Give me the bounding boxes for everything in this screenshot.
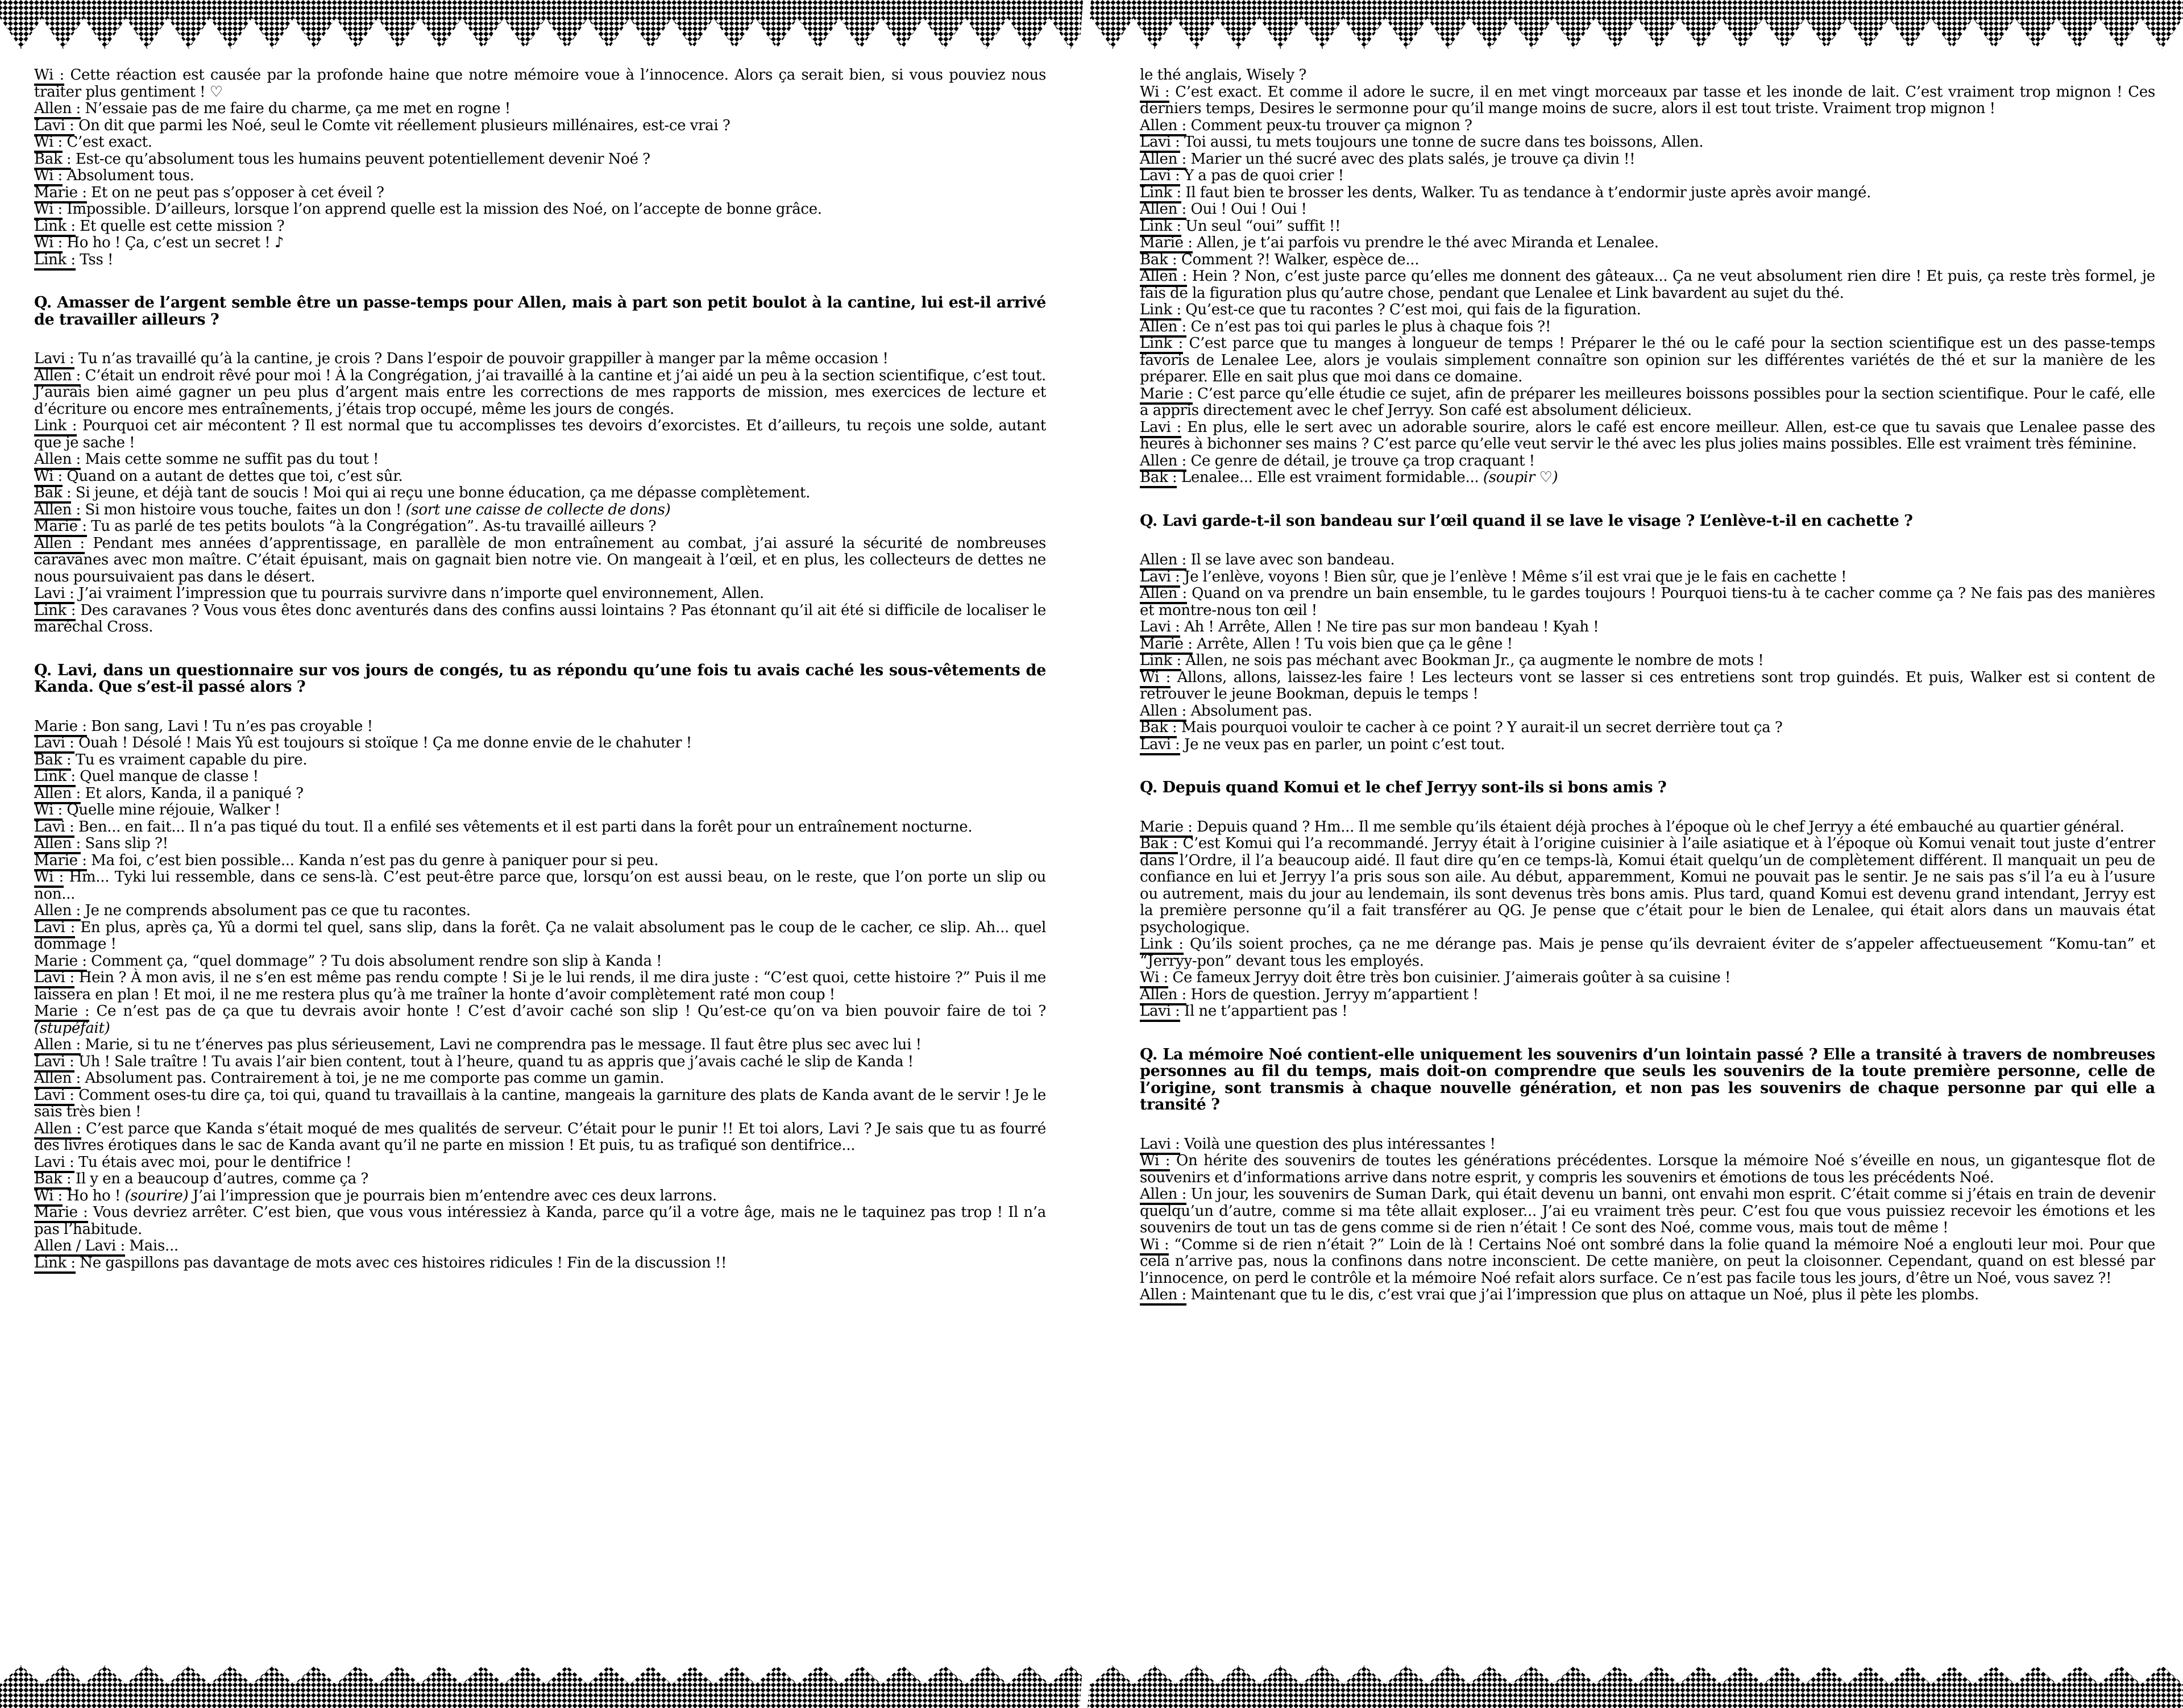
dialogue-line: Lavi : Tu n’as travaillé qu’à la cantine, je crois ? Dans l’espoir de pouvoir grappiller à manger par la même occasion ! xyxy=(34,351,1046,368)
speaker-name: Lavi : xyxy=(34,585,74,604)
dialogue-line: Link : Des caravanes ? Vous vous êtes donc aventurés dans des confins aussi lointains ? Pas étonnant qu’il ait été si difficile de localiser le maréchal Cross. xyxy=(34,601,1046,635)
dialogue-line: Lavi : Tu étais avec moi, pour le dentifrice ! xyxy=(34,1154,1046,1171)
speaker-name: Lavi : xyxy=(34,1087,74,1106)
speaker-name: Link : xyxy=(34,768,76,787)
speaker-name: Link : xyxy=(1140,936,1184,955)
dialogue-line: Wi : Ho ho ! (sourire) J’ai l’impression que je pourrais bien m’entendre avec ces deux larrons. xyxy=(34,1188,1046,1205)
dialogue-line: Marie : C’est parce qu’elle étudie ce sujet, afin de préparer les meilleures boissons possibles pour la section scientifique. Pour le café, elle a appris directement avec le chef Jerryy. Son café est absolument délicieux. xyxy=(1140,385,2155,419)
speaker-name: Allen : xyxy=(1140,703,1186,722)
speaker-name: Allen : xyxy=(1140,201,1186,220)
speaker-name: Lavi : xyxy=(1140,167,1180,186)
speaker-name: Bak : xyxy=(34,151,71,170)
dialogue-line: Bak : Si jeune, et déjà tant de soucis ! Moi qui ai reçu une bonne éducation, ça me dépasse complètement. xyxy=(34,485,1046,502)
dialogue-line: Lavi : En plus, elle le sert avec un adorable sourire, alors le café est encore meilleur. Allen, est-ce que tu savais que Lenalee passe des heures à bichonner ses mains ? C’est parce qu’elle veut servir le thé avec les plus jolies mains possibles. Elle est vraiment très féminine. xyxy=(1140,418,2156,452)
stage-direction: (sort une caisse de collecte de dons) xyxy=(405,501,671,518)
dialogue-line: Lavi : Y a pas de quoi crier ! xyxy=(1140,168,2155,185)
dialogue-line: Lavi : Voilà une question des plus intéressantes ! xyxy=(1140,1136,2155,1153)
dialogue-line: Lavi : En plus, après ça, Yû a dormi tel quel, sans slip, dans la forêt. Ça ne valait absolument pas le coup de le cacher, ce slip. Ah... quel dommage ! xyxy=(34,919,1046,953)
dialogue-line: Wi : Ce fameux Jerryy doit être très bon cuisinier. J’aimerais goûter à sa cuisine ! xyxy=(1140,970,2155,987)
dialogue-line: Link : Allen, ne sois pas méchant avec Bookman Jr., ça augmente le nombre de mots ! xyxy=(1140,653,2155,670)
dialogue-line: Lavi : Hein ? À mon avis, il ne s’en est même pas rendu compte ! Si je le lui rends, il me dira juste : “C’est quoi, cette histoire ?” Puis il me laissera en plan ! Et moi, il ne me restera plus qu’à me traîner la honte d’avoir complètement raté mon coup ! xyxy=(34,969,1047,1003)
dialogue-line: Bak : Lenalee... Elle est vraiment formidable... (soupir ♡) xyxy=(1140,469,2155,487)
dialogue-line: Allen : Il se lave avec son bandeau. xyxy=(1140,552,2155,569)
dialogue-line: Allen : Hein ? Non, c’est juste parce qu’elles me donnent des gâteaux... Ça ne veut absolument rien dire ! Et puis, ça reste très formel, je fais de la figuration plus qu’autre chose, pendant que Lenalee et Link bavardent au sujet du thé. xyxy=(1140,268,2156,302)
dialogue-line: Bak : Il y en a beaucoup d’autres, comme ça ? xyxy=(34,1171,1046,1188)
dialogue-line: Bak : C’est Komui qui l’a recommandé. Jerryy était à l’origine cuisinier à l’aile asiatique et à l’époque où Komui venait tout juste d’entrer dans l’Ordre, il l’a beaucoup aidé. Il faut dire qu’en ce temps-là, Komui était quelqu’un de complètement différent. Il manquait un peu de confiance en lui et Jerryy l’a pris sous son aile. Au début, apparemment, Komui ne pouvait pas le sentir. Je ne sais pas s’il l’a eu à l’usure ou autrement, mais du jour au lendemain, ils sont devenus très bons amis. Plus tard, quand Komui est devenu grand intendant, Jerryy est la première personne qu’il a fait transférer au QG. Je pense que c’était pour le bien de Lenalee, qui était alors dans un mauvais état psychologique. xyxy=(1140,835,2155,936)
dialogue-line: Marie : Allen, je t’ai parfois vu prendre le thé avec Miranda et Lenalee. xyxy=(1140,235,2155,252)
dialogue-line: Marie : Tu as parlé de tes petits boulots “à la Congrégation”. As-tu travaillé ailleurs ? xyxy=(34,518,1046,535)
dialogue-line: Allen : Hors de question. Jerryy m’appartient ! xyxy=(1140,987,2155,1004)
speaker-name: Wi : xyxy=(34,134,63,153)
speaker-name: Link : xyxy=(34,602,76,621)
dialogue-line: Wi : Quand on a autant de dettes que toi, c’est sûr. xyxy=(34,468,1046,485)
speaker-name: Lavi : xyxy=(34,1053,74,1073)
speaker-name: Allen : xyxy=(34,902,81,921)
speaker-name: Wi : xyxy=(1140,969,1168,988)
speaker-name: Lavi : xyxy=(1140,736,1180,755)
speaker-name: Link : xyxy=(1140,652,1181,671)
decorative-border-top xyxy=(0,0,2183,50)
speaker-name: Allen : xyxy=(34,367,81,387)
dialogue-line: Bak : Comment ?! Walker, espèce de... xyxy=(1140,252,2155,269)
dialogue-line: Marie : Comment ça, “quel dommage” ? Tu dois absolument rendre son slip à Kanda ! xyxy=(34,953,1046,970)
speaker-name: Allen : xyxy=(1140,452,1186,472)
dialogue-line: Wi : On hérite des souvenirs de toutes les générations précédentes. Lorsque la mémoire Noé s’éveille en nous, un gigantesque flot de souvenirs et d’informations arrive dans notre esprit, y compris les souvenirs et émotions de tous les précédents Noé. xyxy=(1140,1152,2155,1186)
dialogue-line: Allen : C’était un endroit rêvé pour moi ! À la Congrégation, j’ai travaillé à la cantine et j’ai aidé un peu à la section scientifique, c’est tout. J’aurais bien aimé gagner un peu plus d’argent mais entre les corrections de mes rapports de mission, mes exercices de lecture et d’écriture ou encore mes entraînements, j’étais trop occupé, même les jours de congés. xyxy=(34,367,1046,418)
speaker-name: Allen : xyxy=(34,501,81,521)
dialogue-line: Marie : Et on ne peut pas s’opposer à cet éveil ? xyxy=(34,185,1046,202)
speaker-name: Link : xyxy=(34,251,76,271)
dialogue-line: Lavi : Comment oses-tu dire ça, toi qui, quand tu travaillais à la cantine, mangeais la garniture des plats de Kanda avant de le servir ! Je le sais très bien ! xyxy=(34,1086,1047,1120)
dialogue-line: Marie : Bon sang, Lavi ! Tu n’es pas croyable ! xyxy=(34,718,1046,735)
speaker-name: Wi : xyxy=(34,801,63,821)
dialogue-line: Bak : Tu es vraiment capable du pire. xyxy=(34,752,1046,769)
speaker-name: Bak : xyxy=(1140,835,1178,854)
dialogue-line: Link : Il faut bien te brosser les dents, Walker. Tu as tendance à t’endormir juste après avoir mangé. xyxy=(1140,185,2155,202)
speaker-name: Wi : xyxy=(34,201,63,220)
speaker-name: Marie : xyxy=(1140,818,1193,838)
speaker-name: Wi : xyxy=(1140,669,1171,688)
speaker-name: Bak : xyxy=(1140,469,1177,488)
dialogue-line: Allen : C’est parce que Kanda s’était moqué de mes qualités de serveur. C’était pour le punir !! Et toi alors, Lavi ? Je sais que tu as fourré des livres érotiques dans le sac de Kanda avant qu’il ne parte en mission ! Et puis, tu as trafiqué son dentifrice... xyxy=(34,1120,1046,1154)
speaker-name: Marie : xyxy=(1140,635,1193,655)
question-heading: Q. La mémoire Noé contient-elle uniquement les souvenirs d’un lointain passé ? Elle a transité à travers de nombreuses personnes au fil du temps, mais doit-on comprendre que seuls les souvenirs de la toute première personne, celle de l’origine, sont transmis à chaque nouvelle génération, et non pas les souvenirs de chaque personne par qui elle a transité ? xyxy=(1140,1045,2155,1113)
speaker-name: Allen : xyxy=(1140,318,1186,338)
dialogue-line: Bak : Mais pourquoi vouloir te cacher à ce point ? Y aurait-il un secret derrière tout ça ? xyxy=(1140,720,2155,737)
speaker-name: Marie : xyxy=(34,184,87,203)
speaker-name: Link : xyxy=(1140,335,1183,354)
speaker-name: Bak : xyxy=(34,1170,71,1190)
speaker-name: Allen : xyxy=(1140,1186,1186,1205)
dialogue-line: Marie : Ma foi, c’est bien possible... Kanda n’est pas du genre à paniquer pour si peu. xyxy=(34,853,1046,870)
speaker-name: Bak : xyxy=(34,484,71,504)
dialogue-line: Link : Ne gaspillons pas davantage de mots avec ces histoires ridicules ! Fin de la discussion !! xyxy=(34,1255,1046,1272)
speaker-name: Allen : xyxy=(34,1120,81,1140)
speaker-name: Lavi : xyxy=(34,734,74,754)
speaker-name: Allen : xyxy=(1140,117,1186,136)
dialogue-line: Allen : Absolument pas. Contrairement à toi, je ne me comporte pas comme un gamin. xyxy=(34,1070,1046,1087)
speaker-name: Allen : xyxy=(1140,986,1186,1005)
speaker-name: Allen : xyxy=(34,100,81,119)
speaker-name: Marie : xyxy=(34,953,87,972)
dialogue-line: Link : Tss ! xyxy=(34,252,1046,269)
dialogue-line: Wi : C’est exact. xyxy=(34,134,1046,151)
speaker-name: Allen / Lavi : xyxy=(34,1237,125,1257)
speaker-name: Lavi : xyxy=(34,1154,74,1173)
dialogue-line: Wi : Allons, allons, laissez-les faire ! Les lecteurs vont se lasser si ces entretiens sont trop guindés. Et puis, Walker est si content de retrouver le jeune Bookman, depuis le temps ! xyxy=(1140,668,2155,703)
dialogue-line: Allen : Sans slip ?! xyxy=(34,836,1046,853)
dialogue-line: Allen : Oui ! Oui ! Oui ! xyxy=(1140,201,2155,218)
dialogue-line: Allen : Ce n’est pas toi qui parles le plus à chaque fois ?! xyxy=(1140,319,2155,336)
dialogue-line: Allen : Ce genre de détail, je trouve ça trop craquant ! xyxy=(1140,453,2155,470)
speaker-name: Allen : xyxy=(1140,1286,1186,1306)
speaker-name: Wi : xyxy=(1140,1236,1169,1256)
speaker-name: Lavi : xyxy=(34,818,74,838)
dialogue-line: Link : Pourquoi cet air mécontent ? Il est normal que tu accomplisses tes devoirs d’exorcistes. Et d’ailleurs, tu reçois une solde, autant que je sache ! xyxy=(34,417,1046,451)
speaker-name: Allen : xyxy=(34,535,85,554)
dialogue-line: Marie : Ce n’est pas de ça que tu devrais avoir honte ! C’est d’avoir caché son slip ! Qu’est-ce qu’on va bien pouvoir faire de toi ? (stupéfait) xyxy=(34,1003,1046,1037)
speaker-name: Wi : xyxy=(1140,84,1169,103)
speaker-name: Wi : xyxy=(34,1187,63,1207)
dialogue-line: Allen : N’essaie pas de me faire du charme, ça me met en rogne ! xyxy=(34,101,1046,118)
speaker-name: Lavi : xyxy=(34,350,74,369)
dialogue-line: Link : Quel manque de classe ! xyxy=(34,768,1046,786)
speaker-name: Wi : xyxy=(34,234,63,254)
dialogue-line: Marie : Arrête, Allen ! Tu vois bien que ça le gêne ! xyxy=(1140,636,2155,653)
speaker-name: Marie : xyxy=(34,1204,88,1223)
speaker-name: Lavi : xyxy=(1140,618,1180,638)
speaker-name: Allen : xyxy=(1140,268,1187,287)
dialogue-line: Wi : Impossible. D’ailleurs, lorsque l’on apprend quelle est la mission des Noé, on l’accepte de bonne grâce. xyxy=(34,201,1046,218)
dialogue-line: Lavi : Je ne veux pas en parler, un point c’est tout. xyxy=(1140,737,2155,754)
dialogue-line: Wi : Ho ho ! Ça, c’est un secret ! ♪ xyxy=(34,235,1046,252)
speaker-name: Bak : xyxy=(1140,251,1177,271)
speaker-name: Link : xyxy=(34,218,76,237)
speaker-name: Wi : xyxy=(34,868,64,888)
page-left-column xyxy=(34,67,1046,1271)
dialogue-line: Wi : C’est exact. Et comme il adore le sucre, il en met vingt morceaux par tasse et les inonde de lait. C’est vraiment trop mignon ! Ces derniers temps, Desires le sermonne pour qu’il mange moins de sucre, alors il est tout triste. Vraiment trop mignon ! xyxy=(1140,83,2155,117)
dialogue-line: Allen : Marie, si tu ne t’énerves pas plus sérieusement, Lavi ne comprendra pas le message. Il faut être plus sec avec lui ! xyxy=(34,1037,1046,1054)
speaker-name: Allen : xyxy=(34,1070,81,1089)
speaker-name: Allen : xyxy=(34,1036,81,1055)
speaker-name: Lavi : xyxy=(1140,1003,1180,1022)
speaker-name: Link : xyxy=(1140,301,1181,321)
speaker-name: Link : xyxy=(1140,218,1181,237)
speaker-name: Marie : xyxy=(34,852,87,871)
speaker-name: Lavi : xyxy=(1140,134,1180,153)
dialogue-line: Lavi : Il ne t’appartient pas ! xyxy=(1140,1003,2155,1020)
dialogue-line: Lavi : Ouah ! Désolé ! Mais Yû est toujours si stoïque ! Ça me donne envie de le chahuter ! xyxy=(34,735,1046,752)
dialogue-line: Lavi : Je l’enlève, voyons ! Bien sûr, que je l’enlève ! Même s’il est vrai que je le fais en cachette ! xyxy=(1140,569,2155,586)
dialogue-line: Allen : Pendant mes années d’apprentissage, en parallèle de mon entraînement au combat, j’ai assuré la sécurité de nombreuses caravanes avec mon maître. C’était épuisant, mais on gagnait bien notre vie. On mangeait à l’œil, et en plus, les collecteurs de dettes ne nous poursuivaient pas dans le désert. xyxy=(34,534,1047,585)
stage-direction: (stupéfait) xyxy=(34,1019,110,1037)
speaker-name: Wi : xyxy=(1140,1152,1170,1171)
speaker-name: Bak : xyxy=(34,751,71,771)
dialogue-line: Link : Un seul “oui” suffit !! xyxy=(1140,218,2155,235)
speaker-name: Marie : xyxy=(1140,234,1193,254)
speaker-name: Wi : xyxy=(34,167,63,186)
dialogue-line: Allen : Et alors, Kanda, il a paniqué ? xyxy=(34,786,1046,803)
speaker-name: Allen : xyxy=(1140,151,1186,170)
dialogue-line: Wi : Hm... Tyki lui ressemble, dans ce sens-là. C’est peut-être parce que, lorsqu’on est aussi beau, on le reste, que l’on porte un slip ou non... xyxy=(34,868,1047,903)
speaker-name: Link : xyxy=(34,1254,76,1274)
dialogue-line: Allen : Absolument pas. xyxy=(1140,703,2155,720)
dialogue-line: Link : Et quelle est cette mission ? xyxy=(34,218,1046,235)
continuation-line: le thé anglais, Wisely ? xyxy=(1140,67,1307,84)
question-heading: Q. Lavi, dans un questionnaire sur vos jours de congés, tu as répondu qu’une fois tu avais caché les sous-vêtements de Kanda. Que s’est-il passé alors ? xyxy=(34,661,1046,696)
speaker-name: Lavi : xyxy=(1140,568,1180,588)
stage-direction: (soupir ♡) xyxy=(1483,469,1558,486)
speaker-name: Marie : xyxy=(34,718,87,737)
dialogue-line: Lavi : On dit que parmi les Noé, seul le Comte vit réellement plusieurs millénaires, est-ce vrai ? xyxy=(34,118,1046,135)
dialogue-line: Marie : Depuis quand ? Hm... Il me semble qu’ils étaient déjà proches à l’époque où le chef Jerryy a été embauché au quartier général. xyxy=(1140,819,2155,836)
stage-direction: (sourire) xyxy=(124,1187,189,1204)
dialogue-line: Allen : Quand on va prendre un bain ensemble, tu le gardes toujours ! Pourquoi tiens-tu à te cacher comme ça ? Ne fais pas des manières et montre-nous ton œil ! xyxy=(1140,585,2156,619)
question-heading: Q. Lavi garde-t-il son bandeau sur l’œil quand il se lave le visage ? L’enlève-t-il en cachette ? xyxy=(1140,512,1913,530)
speaker-name: Lavi : xyxy=(1140,1136,1180,1155)
dialogue-line: Link : Qu’est-ce que tu racontes ? C’est moi, qui fais de la figuration. xyxy=(1140,302,2155,319)
dialogue-line: Link : C’est parce que tu manges à longueur de temps ! Préparer le thé ou le café pour la section scientifique est un des passe-temps favoris de Lenalee Lee, alors je voulais simplement connaître son opinion sur les différentes variétés de thé et sur la manière de les préparer. Elle en sait plus que moi dans ce domaine. xyxy=(1140,335,2156,385)
dialogue-line: Bak : Est-ce qu’absolument tous les humains peuvent potentiellement devenir Noé ? xyxy=(34,151,1046,168)
speaker-name: Lavi : xyxy=(34,117,74,136)
speaker-name: Allen : xyxy=(1140,551,1186,571)
speaker-name: Wi : xyxy=(34,67,64,86)
speaker-name: Lavi : xyxy=(1140,419,1181,438)
dialogue-line: Lavi : Ah ! Arrête, Allen ! Ne tire pas sur mon bandeau ! Kyah ! xyxy=(1140,619,2155,636)
dialogue-line: Allen : Je ne comprends absolument pas ce que tu racontes. xyxy=(34,903,1046,920)
dialogue-line: Lavi : Uh ! Sale traître ! Tu avais l’air bien content, tout à l’heure, quand tu as appris que j’avais caché le slip de Kanda ! xyxy=(34,1054,1046,1071)
dialogue-line: Allen : Maintenant que tu le dis, c’est vrai que j’ai l’impression que plus on attaque un Noé, plus il pète les plombs. xyxy=(1140,1287,2155,1304)
speaker-name: Wi : xyxy=(34,468,63,487)
dialogue-line: Wi : “Comme si de rien n’était ?” Loin de là ! Certains Noé ont sombré dans la folie quand la mémoire Noé a englouti leur moi. Pour que cela n’arrive pas, nous la confinons dans notre inconscient. De cette manière, on peut la cloisonner. Cependant, quand on est blessé par l’innocence, on perd le contrôle et la mémoire Noé refait alors surface. Ce n’est pas facile tous les jours, d’être un Noé, vous savez ?! xyxy=(1140,1236,2155,1287)
dialogue-line: Allen : Mais cette somme ne suffit pas du tout ! xyxy=(34,451,1046,468)
speaker-name: Marie : xyxy=(34,1003,89,1022)
dialogue-line: Lavi : J’ai vraiment l’impression que tu pourrais survivre dans n’importe quel environnement, Allen. xyxy=(34,585,1046,602)
dialogue-line: Wi : Quelle mine réjouie, Walker ! xyxy=(34,802,1046,819)
question-heading: Q. Depuis quand Komui et le chef Jerryy sont-ils si bons amis ? xyxy=(1140,779,1667,796)
speaker-name: Allen : xyxy=(34,451,81,470)
speaker-name: Marie : xyxy=(34,518,87,537)
speaker-name: Bak : xyxy=(1140,719,1177,738)
speaker-name: Lavi : xyxy=(34,969,74,988)
speaker-name: Link : xyxy=(1140,184,1181,203)
dialogue-line: Allen : Si mon histoire vous touche, faites un don ! (sort une caisse de collecte de dons) xyxy=(34,502,1046,519)
dialogue-line: Allen : Un jour, les souvenirs de Suman Dark, qui était devenu un banni, ont envahi mon esprit. C’était comme si j’étais en train de devenir quelqu’un d’autre, comme si ma tête allait exploser... J’ai eu vraiment très peur. C’est fou que vous puissiez recevoir les émotions et les souvenirs de tout un tas de gens comme si de rien n’était ! Ce sont des Noé, comme vous, mais tout de même ! xyxy=(1140,1186,2156,1236)
dialogue-line: Lavi : Ben... en fait... Il n’a pas tiqué du tout. Il a enfilé ses vêtements et il est parti dans la forêt pour un entraînement nocturne. xyxy=(34,819,1046,836)
speaker-name: Marie : xyxy=(1140,385,1193,405)
speaker-name: Allen : xyxy=(1140,585,1187,604)
dialogue-line: Wi : Absolument tous. xyxy=(34,168,1046,185)
dialogue-line: Link : Qu’ils soient proches, ça ne me dérange pas. Mais je pense qu’ils devraient éviter de s’appeler affectueusement “Komu-tan” et “Jerryy-pon” devant tous les employés. xyxy=(1140,936,2156,970)
dialogue-line: Marie : Vous devriez arrêter. C’est bien, que vous vous intéressiez à Kanda, parce qu’il a votre âge, mais ne le taquinez pas trop ! Il n’a pas l’habitude. xyxy=(34,1204,1046,1238)
speaker-name: Allen : xyxy=(34,785,81,804)
page-right-column xyxy=(1140,67,2155,1304)
decorative-border-bottom xyxy=(0,1661,2183,1708)
speaker-name: Lavi : xyxy=(34,919,75,938)
dialogue-line: Wi : Cette réaction est causée par la profonde haine que notre mémoire voue à l’innocence. Alors ça serait bien, si vous pouviez nous traiter plus gentiment ! ♡ xyxy=(34,67,1047,101)
dialogue-line: Allen : Marier un thé sucré avec des plats salés, je trouve ça divin !! xyxy=(1140,151,2155,168)
speaker-name: Link : xyxy=(34,417,77,437)
question-heading: Q. Amasser de l’argent semble être un passe-temps pour Allen, mais à part son petit boulot à la cantine, lui est-il arrivé de travailler ailleurs ? xyxy=(34,294,1046,329)
dialogue-line: Allen : Comment peux-tu trouver ça mignon ? xyxy=(1140,118,2155,135)
dialogue-line: Allen / Lavi : Mais... xyxy=(34,1238,1046,1255)
dialogue-line: Lavi : Toi aussi, tu mets toujours une tonne de sucre dans tes boissons, Allen. xyxy=(1140,134,2155,151)
speaker-name: Allen : xyxy=(34,835,81,854)
